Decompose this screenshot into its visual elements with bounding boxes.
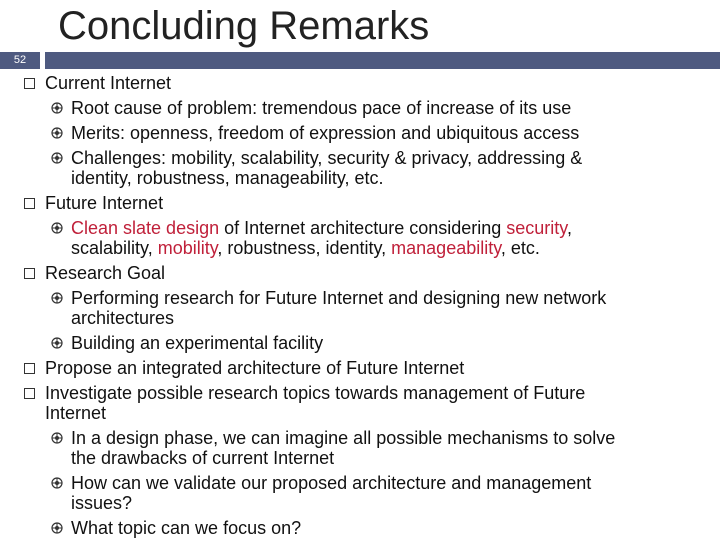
investigate-design-line1: In a design phase, we can imagine all possible mechanisms to solve [71,428,616,448]
goal-performing-line1: Performing research for Future Internet and designing new network [71,288,607,308]
highlight-mobility: mobility [157,238,218,258]
highlight-clean-slate: Clean slate design [71,218,220,238]
square-bullet-icon [24,268,35,279]
header-bar [45,52,720,69]
current-root-cause: Root cause of problem: tremendous pace of increase of its use [71,98,572,118]
slide-title: Concluding Remarks [58,4,430,48]
investigate-topic: What topic can we focus on? [71,518,302,538]
heading-research-goal: Research Goal [45,263,166,283]
square-bullet-icon [24,388,35,399]
heading-future-internet: Future Internet [45,193,164,213]
goal-facility: Building an experimental facility [71,333,324,353]
propose-architecture: Propose an integrated architecture of Future Internet [45,358,465,378]
target-bullet-icon [51,432,63,444]
target-bullet-icon [51,477,63,489]
future-clean-slate-line2: scalability, mobility, robustness, identity, manageability, etc. [71,238,540,258]
investigate-validate-line1: How can we validate our proposed architecture and management [71,473,592,493]
goal-performing-line2: architectures [71,308,175,328]
target-bullet-icon [51,522,63,534]
target-bullet-icon [51,152,63,164]
page-number: 52 [0,52,40,69]
target-bullet-icon [51,127,63,139]
square-bullet-icon [24,78,35,89]
investigate-line2: Internet [45,403,107,423]
square-bullet-icon [24,198,35,209]
target-bullet-icon [51,222,63,234]
future-clean-slate-line1: Clean slate design of Internet architecture considering security, [71,218,572,238]
investigate-line1: Investigate possible research topics towards management of Future [45,383,586,403]
investigate-validate-line2: issues? [71,493,133,513]
target-bullet-icon [51,337,63,349]
target-bullet-icon [51,292,63,304]
current-challenges-line2: identity, robustness, manageability, etc. [71,168,384,188]
current-merits: Merits: openness, freedom of expression and ubiquitous access [71,123,580,143]
current-challenges-line1: Challenges: mobility, scalability, security & privacy, addressing & [71,148,583,168]
target-bullet-icon [51,102,63,114]
square-bullet-icon [24,363,35,374]
highlight-manageability: manageability [391,238,501,258]
investigate-design-line2: the drawbacks of current Internet [71,448,335,468]
heading-current-internet: Current Internet [45,73,172,93]
highlight-security: security [506,218,567,238]
